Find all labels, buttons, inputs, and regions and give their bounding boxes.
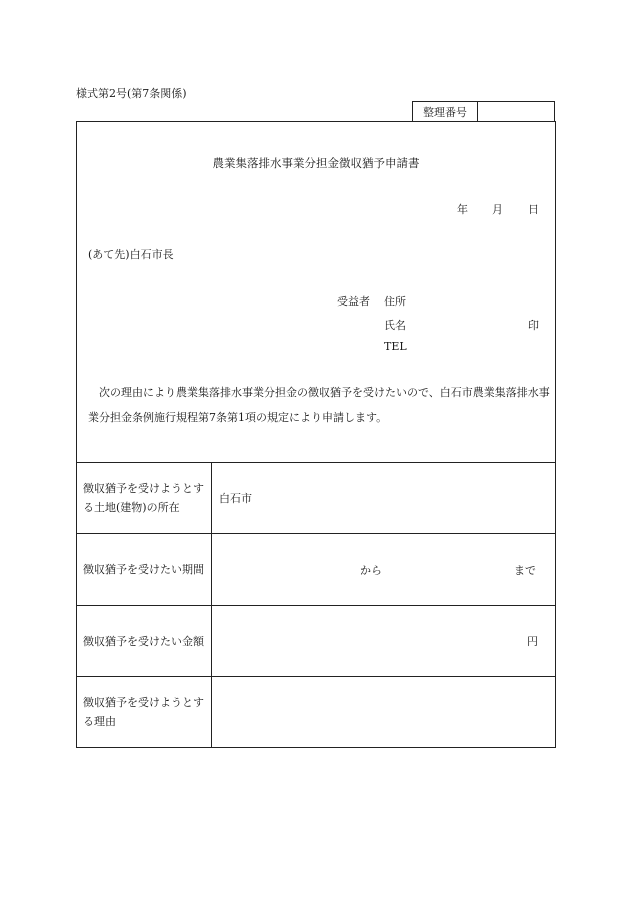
period-field[interactable] <box>212 534 555 605</box>
period-label: 徴収猶予を受けたい期間 <box>77 534 212 605</box>
amount-label: 徴収猶予を受けたい金額 <box>77 606 212 676</box>
tel-label[interactable]: TEL <box>384 340 407 353</box>
location-row <box>77 462 555 533</box>
name-label[interactable]: 氏名 <box>384 319 406 332</box>
reference-number-label: 整理番号 <box>413 102 478 121</box>
amount-unit: 円 <box>527 635 538 648</box>
form-id: 様式第2号(第7条関係) <box>76 87 187 100</box>
application-form <box>76 121 556 748</box>
date-year[interactable]: 年 <box>457 203 468 216</box>
applicant-label: 受益者 <box>337 295 370 308</box>
reference-number-field[interactable] <box>478 102 554 121</box>
amount-row <box>77 605 555 676</box>
location-value: 白石市 <box>219 492 252 505</box>
reason-label: 徴収猶予を受けようとする理由 <box>77 677 212 747</box>
reference-number-box <box>412 101 555 121</box>
location-label: 徴収猶予を受けようとする土地(建物)の所在 <box>77 463 212 533</box>
location-field[interactable] <box>212 463 555 533</box>
form-title: 農業集落排水事業分担金徴収猶予申請書 <box>212 156 420 170</box>
application-statement: 次の理由により農業集落排水事業分担金の徴収猶予を受けたいので、白石市農業集落排水事業分担金条例施行規程第7条第1項の規定により申請します。 <box>88 386 550 424</box>
seal-mark: 印 <box>528 319 539 332</box>
period-until: まで <box>514 563 536 577</box>
reason-field[interactable] <box>212 677 555 747</box>
period-from: から <box>360 563 382 577</box>
addressee: (あて先)白石市長 <box>88 248 174 261</box>
reason-row <box>77 676 555 747</box>
address-label[interactable]: 住所 <box>384 295 406 308</box>
period-row <box>77 533 555 605</box>
date-day[interactable]: 日 <box>528 203 539 216</box>
amount-field[interactable] <box>212 606 555 676</box>
date-month[interactable]: 月 <box>492 203 503 216</box>
